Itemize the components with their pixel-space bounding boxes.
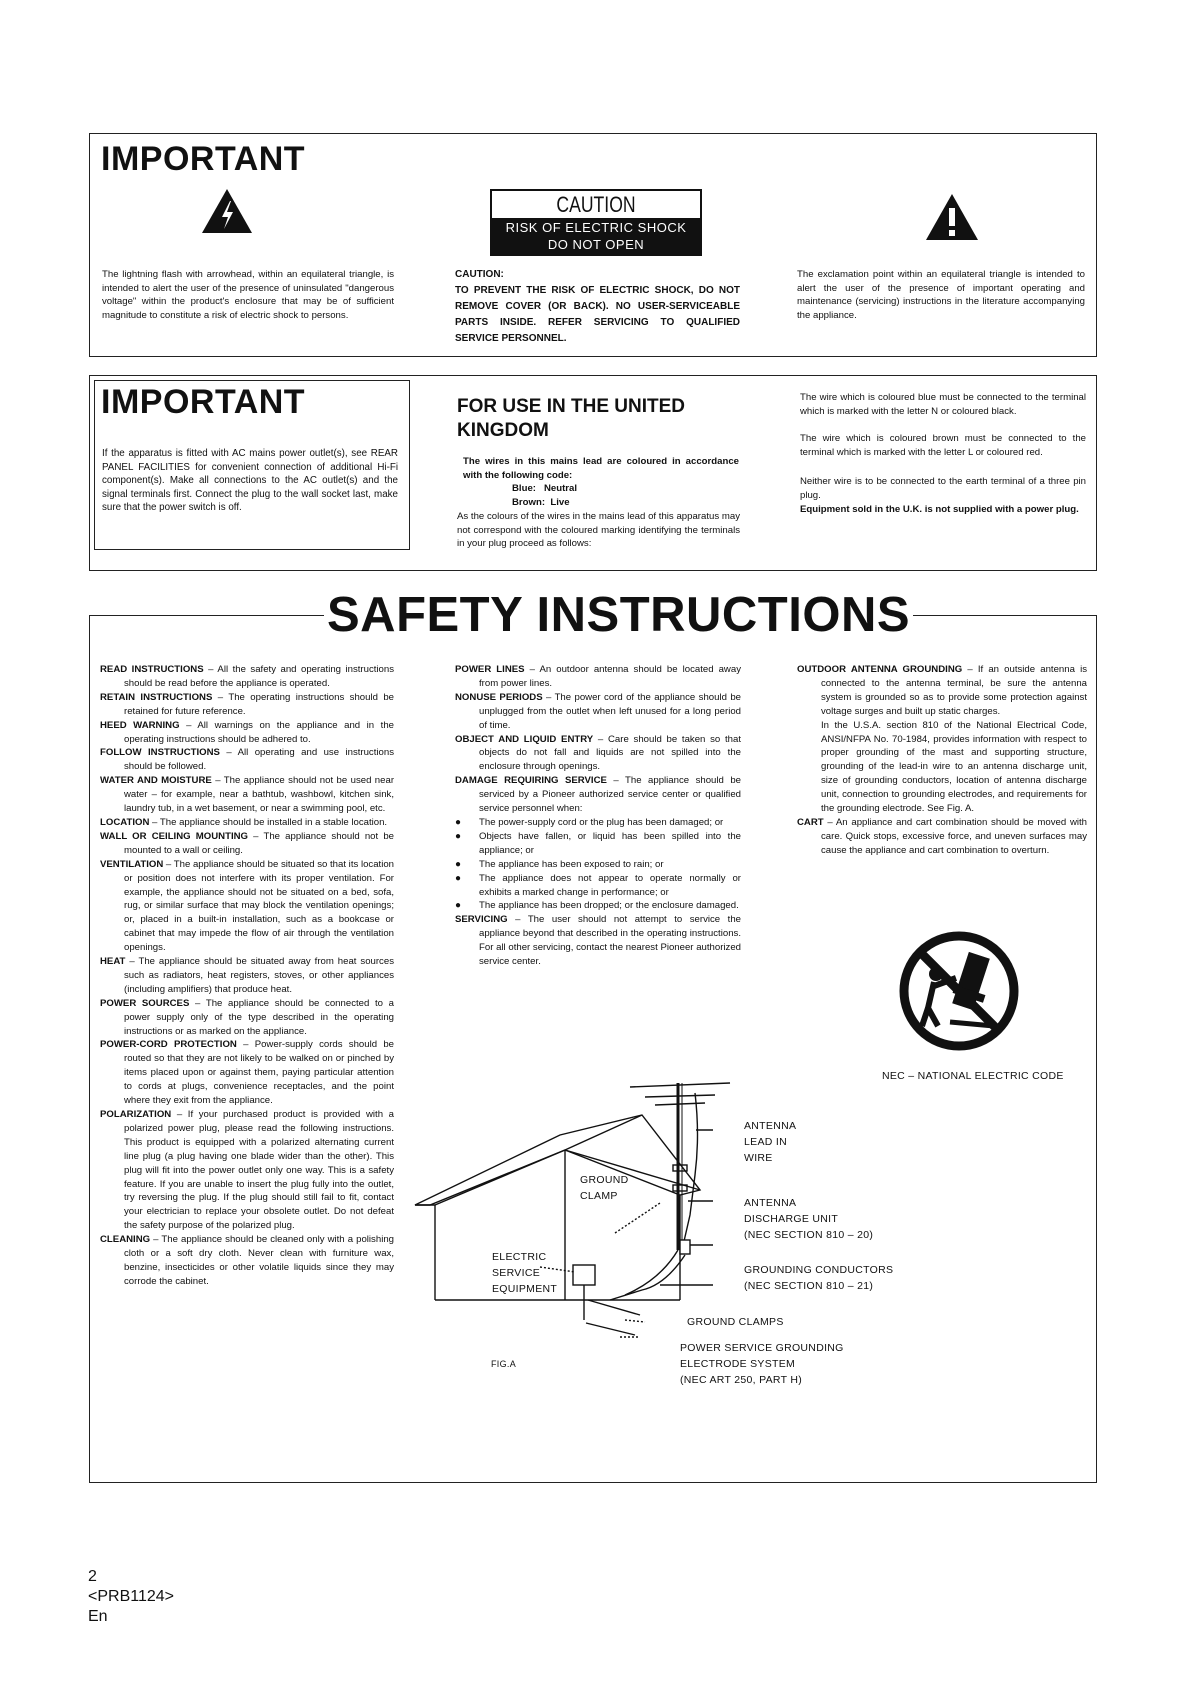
page-footer	[88, 1567, 174, 1627]
lightning-description: The lightning flash with arrowhead, within an equilateral triangle, is intended to alert the user of the presence of uninsulated "dangerous voltage" within the product's enclosure that may be of sufficient magnitude to constitute a risk of electric shock to persons.	[102, 269, 394, 321]
safety-item-heading: DAMAGE REQUIRING SERVICE	[455, 775, 607, 787]
wire-blue-instruction: The wire which is coloured blue must be connected to the terminal which is marked with the letter N or coloured black.	[800, 392, 1086, 417]
damage-condition-bullet: ● The power-supply cord or the plug has been damaged; or	[455, 816, 741, 830]
safety-item	[100, 746, 394, 774]
safety-item-text: – The operating instructions should be retained for future reference.	[124, 691, 395, 717]
safety-item	[100, 1038, 394, 1108]
caution-label-box	[490, 189, 702, 256]
safety-item	[100, 955, 394, 997]
language-code: En	[88, 1608, 108, 1625]
label-line: (NEC ART 250, PART H)	[680, 1374, 803, 1386]
caution-label-title: CAUTION	[556, 192, 636, 217]
safety-item-heading: OUTDOOR ANTENNA GROUNDING	[797, 664, 963, 675]
safety-item	[100, 663, 394, 691]
antenna-lead-in-label	[744, 1118, 796, 1166]
safety-item-text: – The appliance should be cleaned only with a polishing cloth or a soft dry cloth. Never clean with furniture wax, benzine, insecticides or other volatile liquids since they may corrode the cabinet.	[124, 1234, 394, 1287]
uk-brown-live: Brown: Live	[512, 497, 570, 508]
label-line: EQUIPMENT	[492, 1283, 558, 1295]
figure-label: FIG.A	[491, 1359, 517, 1369]
safety-item-heading: CART	[797, 816, 824, 828]
ground-clamp-label	[580, 1172, 628, 1204]
safety-item-heading: POLARIZATION	[100, 1109, 172, 1120]
safety-item-heading: OBJECT AND LIQUID ENTRY	[455, 733, 594, 745]
label-line: ANTENNA	[744, 1197, 797, 1209]
label-line: ELECTRIC	[492, 1251, 547, 1263]
label-line: ELECTRODE SYSTEM	[680, 1358, 796, 1370]
safety-item	[455, 691, 741, 733]
label-line: SERVICE	[492, 1267, 541, 1279]
safety-item-text: – The appliance should not be used near water – for example, near a bathtub, washbowl, kitchen sink, laundry tub, in a wet basement, or near a swimming pool, etc.	[124, 775, 395, 815]
safety-item-text: – The user should not attempt to service the appliance beyond that described in the operating instructions. For all other servicing, contact the nearest Pioneer authorized service center.	[479, 914, 741, 968]
safety-item	[100, 858, 394, 955]
safety-item-heading: NONUSE PERIODS	[455, 691, 543, 703]
caution-heading: CAUTION:	[455, 269, 504, 280]
cart-overturn-warning-icon	[898, 930, 1020, 1052]
safety-item-text: – An appliance and cart combination should be moved with care. Quick stops, excessive force, and uneven surfaces may cause the appliance and cart combination to overturn.	[821, 816, 1087, 856]
model-code: <PRB1124>	[88, 1588, 174, 1605]
safety-item	[797, 719, 1087, 816]
label-line: DISCHARGE UNIT	[744, 1213, 839, 1225]
safety-item-heading: WALL OR CEILING MOUNTING	[100, 830, 248, 842]
safety-item	[455, 733, 741, 775]
label-line: (NEC SECTION 810 – 21)	[744, 1280, 874, 1292]
safety-item-text: – If your purchased product is provided with a polarized power plug, please read the following instructions. This product is equipped with a polarized alternating current line plug (a plug having one blade wider than the other). This plug will fit into the power outlet only one way. This is a safety feature. If you are unable to insert the plug fully into the outlet, try reversing the plug. If the plug should still fail to fit, contact your electrician to replace your obsolete outlet. Do not defeat the safety purpose of the polarized plug.	[124, 1109, 394, 1232]
label-line: GROUND	[580, 1174, 629, 1186]
grounding-conductors-label	[744, 1262, 893, 1294]
lightning-warning-icon	[200, 187, 254, 235]
antenna-discharge-label	[744, 1195, 873, 1243]
outlet-instructions: If the apparatus is fitted with AC mains power outlet(s), see REAR PANEL FACILITIES for convenient connection of additional Hi-Fi component(s). Make all connections to the AC outlet(s) and the signal terminals first. Connect the plug to the wall socket last, make sure that the power switch is off.	[102, 448, 398, 514]
important-heading-2: IMPORTANT	[101, 383, 306, 421]
safety-item-heading: POWER-CORD PROTECTION	[100, 1039, 237, 1051]
uk-heading: FOR USE IN THE UNITED KINGDOM	[457, 396, 686, 441]
safety-item-heading: FOLLOW INSTRUCTIONS	[100, 747, 220, 759]
damage-condition-bullet: ● The appliance has been dropped; or the enclosure damaged.	[455, 899, 741, 913]
safety-item-text: – If an outside antenna is connected to the antenna terminal, be sure the antenna system is grounded so as to provide some protection against voltage surges and built up static charges.	[821, 664, 1087, 717]
safety-item-heading: RETAIN INSTRUCTIONS	[100, 691, 213, 703]
uk-wires-code: The wires in this mains lead are coloured in accordance with the following code:	[463, 456, 739, 481]
safety-item-heading: VENTILATION	[100, 858, 164, 870]
safety-item-text: – The appliance should be serviced by a Pioneer authorized service center or qualified service personnel when:	[479, 775, 741, 815]
safety-item-heading: READ INSTRUCTIONS	[100, 664, 204, 675]
safety-item-text: – The appliance should be situated away from heat sources such as radiators, heat registers, stoves, or other appliances (including amplifiers) that produce heat.	[124, 956, 394, 995]
exclamation-description: The exclamation point within an equilateral triangle is intended to alert the user of the presence of important operating and maintenance (servicing) instructions in the literature accompanying the appliance.	[797, 269, 1085, 321]
safety-item-text: – Care should be taken so that objects do not fall and liquids are not spilled into the enclosure through openings.	[479, 733, 741, 773]
safety-item-text: – The power cord of the appliance should be unplugged from the outlet when left unused for a long period of time.	[479, 691, 741, 731]
safety-item	[100, 719, 394, 747]
label-line: POWER SERVICE GROUNDING	[680, 1342, 844, 1354]
safety-column-3	[797, 663, 1087, 858]
safety-item	[100, 774, 394, 816]
safety-item	[100, 691, 394, 719]
plug-not-supplied-note: Equipment sold in the U.K. is not supplied with a power plug.	[800, 504, 1079, 515]
safety-item-text: – An outdoor antenna should be located away from power lines.	[479, 664, 741, 689]
nec-paragraph: In the U.S.A. section 810 of the National Electrical Code, ANSI/NFPA No. 70-1984, provides information with respect to proper grounding of the mast and supporting structure, grounding of the lead-in wire to an antenna discharge unit, size of grounding conductors, location of antenna discharge unit, connection to grounding electrodes, and requirements for the grounding electrode. See Fig. A.	[821, 719, 1087, 815]
antenna-grounding-diagram	[410, 1075, 740, 1355]
power-service-grounding-label	[680, 1340, 844, 1388]
safety-item-heading: HEED WARNING	[100, 719, 180, 731]
safety-item	[100, 830, 394, 858]
safety-item-text: – The appliance should be situated so that its location or position does not interfere with its proper ventilation. For example, the appliance should not be situated on a bed, sofa, rug, or similar surface that may block the ventilation openings; or, placed in a built-in installation, such as a bookcase or cabinet that may impede the flow of air through the ventilation openings.	[124, 858, 395, 954]
safety-item-heading: LOCATION	[100, 816, 150, 828]
damage-condition-bullet: ● The appliance does not appear to operate normally or exhibits a marked change in performance; or	[455, 872, 741, 900]
safety-item	[100, 1108, 394, 1233]
safety-instructions-title: SAFETY INSTRUCTIONS	[324, 585, 913, 645]
safety-item	[455, 774, 741, 816]
safety-item	[100, 997, 394, 1039]
page-number: 2	[88, 1568, 97, 1585]
safety-item	[797, 663, 1087, 719]
safety-item	[455, 913, 741, 969]
label-line: (NEC SECTION 810 – 20)	[744, 1229, 874, 1241]
safety-item-heading: POWER SOURCES	[100, 997, 190, 1009]
safety-item-text: – Power-supply cords should be routed so that they are not likely to be walked on or pinched by items placed upon or against them, paying particular attention to cords at plugs, convenience receptacles, and the point where they exit from the appliance.	[124, 1039, 394, 1107]
damage-condition-bullet: ● The appliance has been exposed to rain; or	[455, 858, 741, 872]
safety-item-heading: WATER AND MOISTURE	[100, 775, 212, 787]
uk-colours-note: As the colours of the wires in the mains lead of this apparatus may not correspond with the coloured marking identifying the terminals in your plug proceed as follows:	[457, 511, 740, 550]
safety-item-text: – The appliance should be installed in a stable location.	[149, 816, 388, 828]
safety-item-heading: POWER LINES	[455, 664, 525, 675]
caution-label-line2: DO NOT OPEN	[492, 237, 700, 254]
wire-earth-instruction: Neither wire is to be connected to the earth terminal of a three pin plug.	[800, 476, 1086, 501]
safety-item-text: – All warnings on the appliance and in the operating instructions should be adhered to.	[124, 719, 394, 745]
safety-column-1	[100, 663, 394, 1289]
safety-item	[797, 816, 1087, 858]
wire-brown-instruction: The wire which is coloured brown must be connected to the terminal which is marked with the letter L or coloured red.	[800, 433, 1086, 458]
safety-item-text: – All operating and use instructions should be followed.	[124, 747, 394, 773]
caution-text: TO PREVENT THE RISK OF ELECTRIC SHOCK, DO NOT REMOVE COVER (OR BACK). NO USER-SERVICEABLE PARTS INSIDE. REFER SERVICING TO QUALIFIED SERVICE PERSONNEL.	[455, 285, 740, 344]
label-line: CLAMP	[580, 1190, 618, 1202]
label-line: LEAD IN	[744, 1136, 787, 1148]
safety-item-text: – The appliance should be connected to a power supply only of the type described in the operating instructions or as marked on the appliance.	[124, 997, 394, 1037]
safety-item-heading: SERVICING	[455, 914, 508, 926]
important-heading-1: IMPORTANT	[101, 140, 306, 178]
caution-label-line1: RISK OF ELECTRIC SHOCK	[492, 218, 700, 237]
nec-code-note: NEC – NATIONAL ELECTRIC CODE	[882, 1070, 1064, 1082]
safety-item-text: – All the safety and operating instructions should be read before the appliance is operated.	[124, 664, 395, 689]
label-line: ANTENNA	[744, 1120, 797, 1132]
safety-item	[455, 663, 741, 691]
safety-item-heading: HEAT	[100, 956, 126, 968]
uk-blue-neutral: Blue: Neutral	[512, 483, 578, 494]
label-line: WIRE	[744, 1152, 773, 1164]
safety-item-text: – The appliance should not be mounted to a wall or ceiling.	[124, 830, 394, 856]
safety-item	[100, 816, 394, 830]
safety-item-heading: CLEANING	[100, 1234, 151, 1246]
safety-column-2	[455, 663, 741, 969]
safety-item	[100, 1233, 394, 1289]
ground-clamps-label: GROUND CLAMPS	[687, 1316, 784, 1328]
exclamation-warning-icon	[924, 192, 980, 242]
damage-condition-bullet: ● Objects have fallen, or liquid has been spilled into the appliance; or	[455, 830, 741, 858]
electric-service-label	[492, 1249, 557, 1297]
label-line: GROUNDING CONDUCTORS	[744, 1264, 894, 1276]
